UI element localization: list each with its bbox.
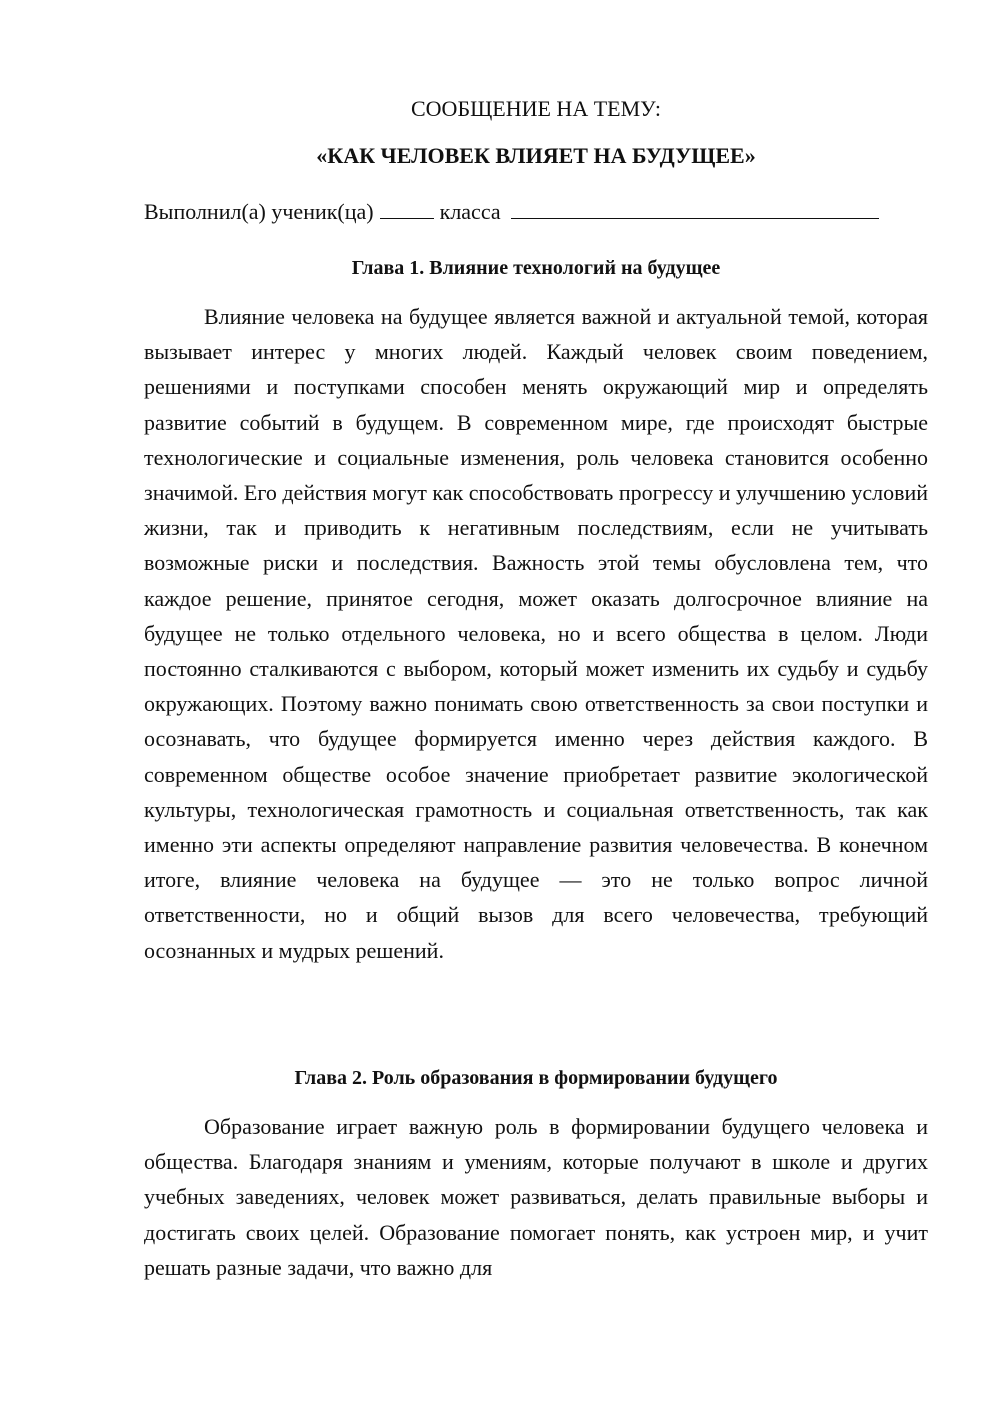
document-page: [144, 0, 928, 1414]
document-title-line2: «КАК ЧЕЛОВЕК ВЛИЯЕТ НА БУДУЩЕЕ»: [316, 143, 756, 168]
chapter-1-paragraph: Влияние человека на будущее является важной и актуальной темой, которая вызывает интерес у многих людей. Каждый человек своим поведением, решениями и поступками способен менять окружающий мир и определять развитие событий в будущем. В современном мире, где происходят быстрые технологические и социальные изменения, роль человека становится особенно значимой. Его действия могут как способствовать прогрессу и улучшению условий жизни, так и приводить к негативным последствиям, если не учитывать возможные риски и последствия. Важность этой темы обусловлена тем, что каждое решение, принятое сегодня, может оказать долгосрочное влияние на будущее не только отдельного человека, но и всего общества в целом. Люди постоянно сталкиваются с выбором, который может изменить их судьбу и судьбу окружающих. Поэтому важно понимать свою ответственность за свои поступки и осознавать, что будущее формируется именно через действия каждого. В современном обществе особое значение приобретает развитие экологической культуры, технологическая грамотность и социальная ответственность, так как именно эти аспекты определяют направление развития человечества. В конечном итоге, влияние человека на будущее — это не только вопрос личной ответственности, но и общий вызов для всего человечества, требующий осознанных и мудрых решений.: [144, 304, 928, 963]
class-number-blank: [380, 198, 434, 219]
chapter-2-heading: Глава 2. Роль образования в формировании будущего: [294, 1067, 778, 1089]
chapter-2-paragraph: Образование играет важную роль в формировании будущего человека и общества. Благодаря знаниям и умениям, которые получают в школе и других учебных заведениях, человек может развиваться, делать правильные выборы и достигать своих целей. Образование помогает понять, как устроен мир, и учит решать разные задачи, что важно для: [144, 1114, 928, 1280]
author-label: Выполнил(а) ученик(ца): [144, 199, 374, 224]
chapter-1-heading: Глава 1. Влияние технологий на будущее: [351, 257, 721, 279]
author-line: [144, 198, 928, 226]
document-title-line1: СООБЩЕНИЕ НА ТЕМУ:: [411, 96, 661, 121]
class-label: класса: [439, 199, 501, 224]
student-name-blank: [511, 198, 879, 219]
